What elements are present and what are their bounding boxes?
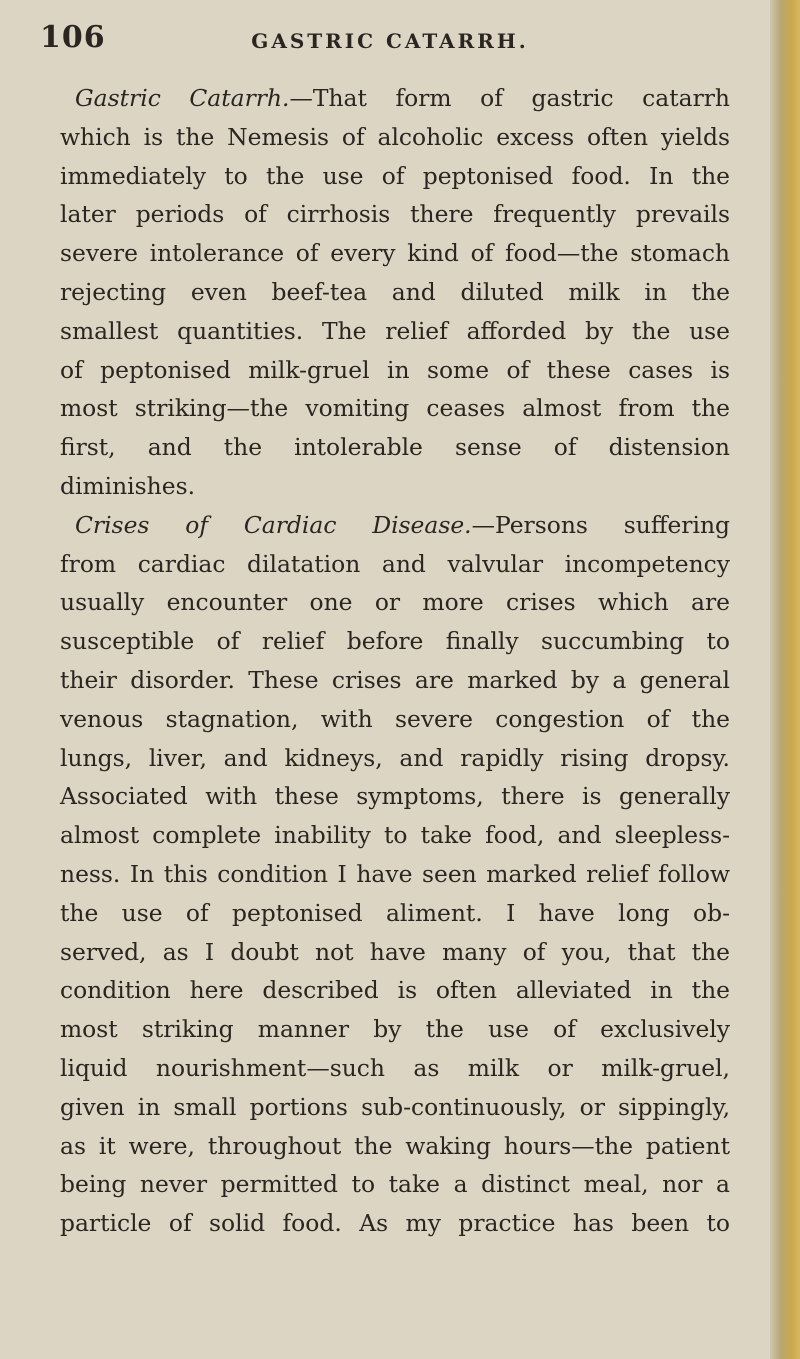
text-line: almost complete inability to take food, and sleepless- (60, 821, 730, 850)
text-line: venous stagnation, with severe congestion of the (60, 704, 730, 733)
page-number: 106 (40, 20, 106, 55)
text-line: from cardiac dilatation and valvular incompetency (60, 549, 730, 578)
text-line: ness. In this condition I have seen marked relief follow (60, 859, 730, 888)
text-line: —That form of gastric catarrh (289, 84, 731, 112)
text-line: condition here described is often alleviated in the (60, 976, 730, 1005)
text-line: given in small portions sub-continuously, or sippingly, (60, 1092, 730, 1121)
text-line: —Persons suffering (471, 510, 730, 539)
text-line: first, and the intolerable sense of distension (60, 433, 730, 462)
text-line: immediately to the use of peptonised food. In the (60, 161, 730, 190)
text-line: their disorder. These crises are marked by a general (60, 665, 730, 694)
text-line: as it were, throughout the waking hours—the patient (60, 1131, 730, 1160)
text-line: liquid nourishment—such as milk or milk-gruel, (60, 1053, 730, 1082)
text-line: particle of solid food. As my practice has been to (60, 1209, 730, 1238)
text-line: rejecting even beef-tea and diluted milk in the (60, 277, 730, 306)
text-line: most striking manner by the use of exclusively (60, 1015, 730, 1044)
text-line: most striking—the vomiting ceases almost from the (60, 394, 730, 423)
page-binding-edge (770, 0, 800, 1359)
text-line: usually encounter one or more crises which are (60, 588, 730, 617)
text-line: Associated with these symptoms, there is generally (60, 782, 730, 811)
text-line: smallest quantities. The relief afforded by the use (60, 316, 730, 345)
text-line: being never permitted to take a distinct meal, nor a (60, 1170, 730, 1199)
section-heading-crises-of-cardiac-disease: Crises of Cardiac Disease. (75, 510, 472, 539)
text-line: susceptible of relief before finally succumbing to (60, 627, 730, 656)
running-title: GASTRIC CATARRH. (251, 29, 529, 53)
text-line: diminishes. (60, 471, 196, 500)
page-header (40, 20, 740, 70)
text-line: which is the Nemesis of alcoholic excess often yields (60, 122, 730, 151)
text-line: later periods of cirrhosis there frequently prevails (60, 200, 730, 229)
text-line: the use of peptonised aliment. I have long ob- (60, 898, 730, 927)
paragraph-2-first-line (60, 506, 730, 545)
section-heading-gastric-catarrh: Gastric Catarrh. (75, 84, 290, 112)
text-line: served, as I doubt not have many of you, that the (60, 937, 730, 966)
text-line: of peptonised milk-gruel in some of these cases is (60, 355, 730, 384)
text-line: severe intolerance of every kind of food—the stomach (60, 239, 730, 268)
body-text (60, 79, 730, 1243)
paragraph-1-first-line (60, 79, 730, 118)
text-line: lungs, liver, and kidneys, and rapidly rising dropsy. (60, 743, 730, 772)
